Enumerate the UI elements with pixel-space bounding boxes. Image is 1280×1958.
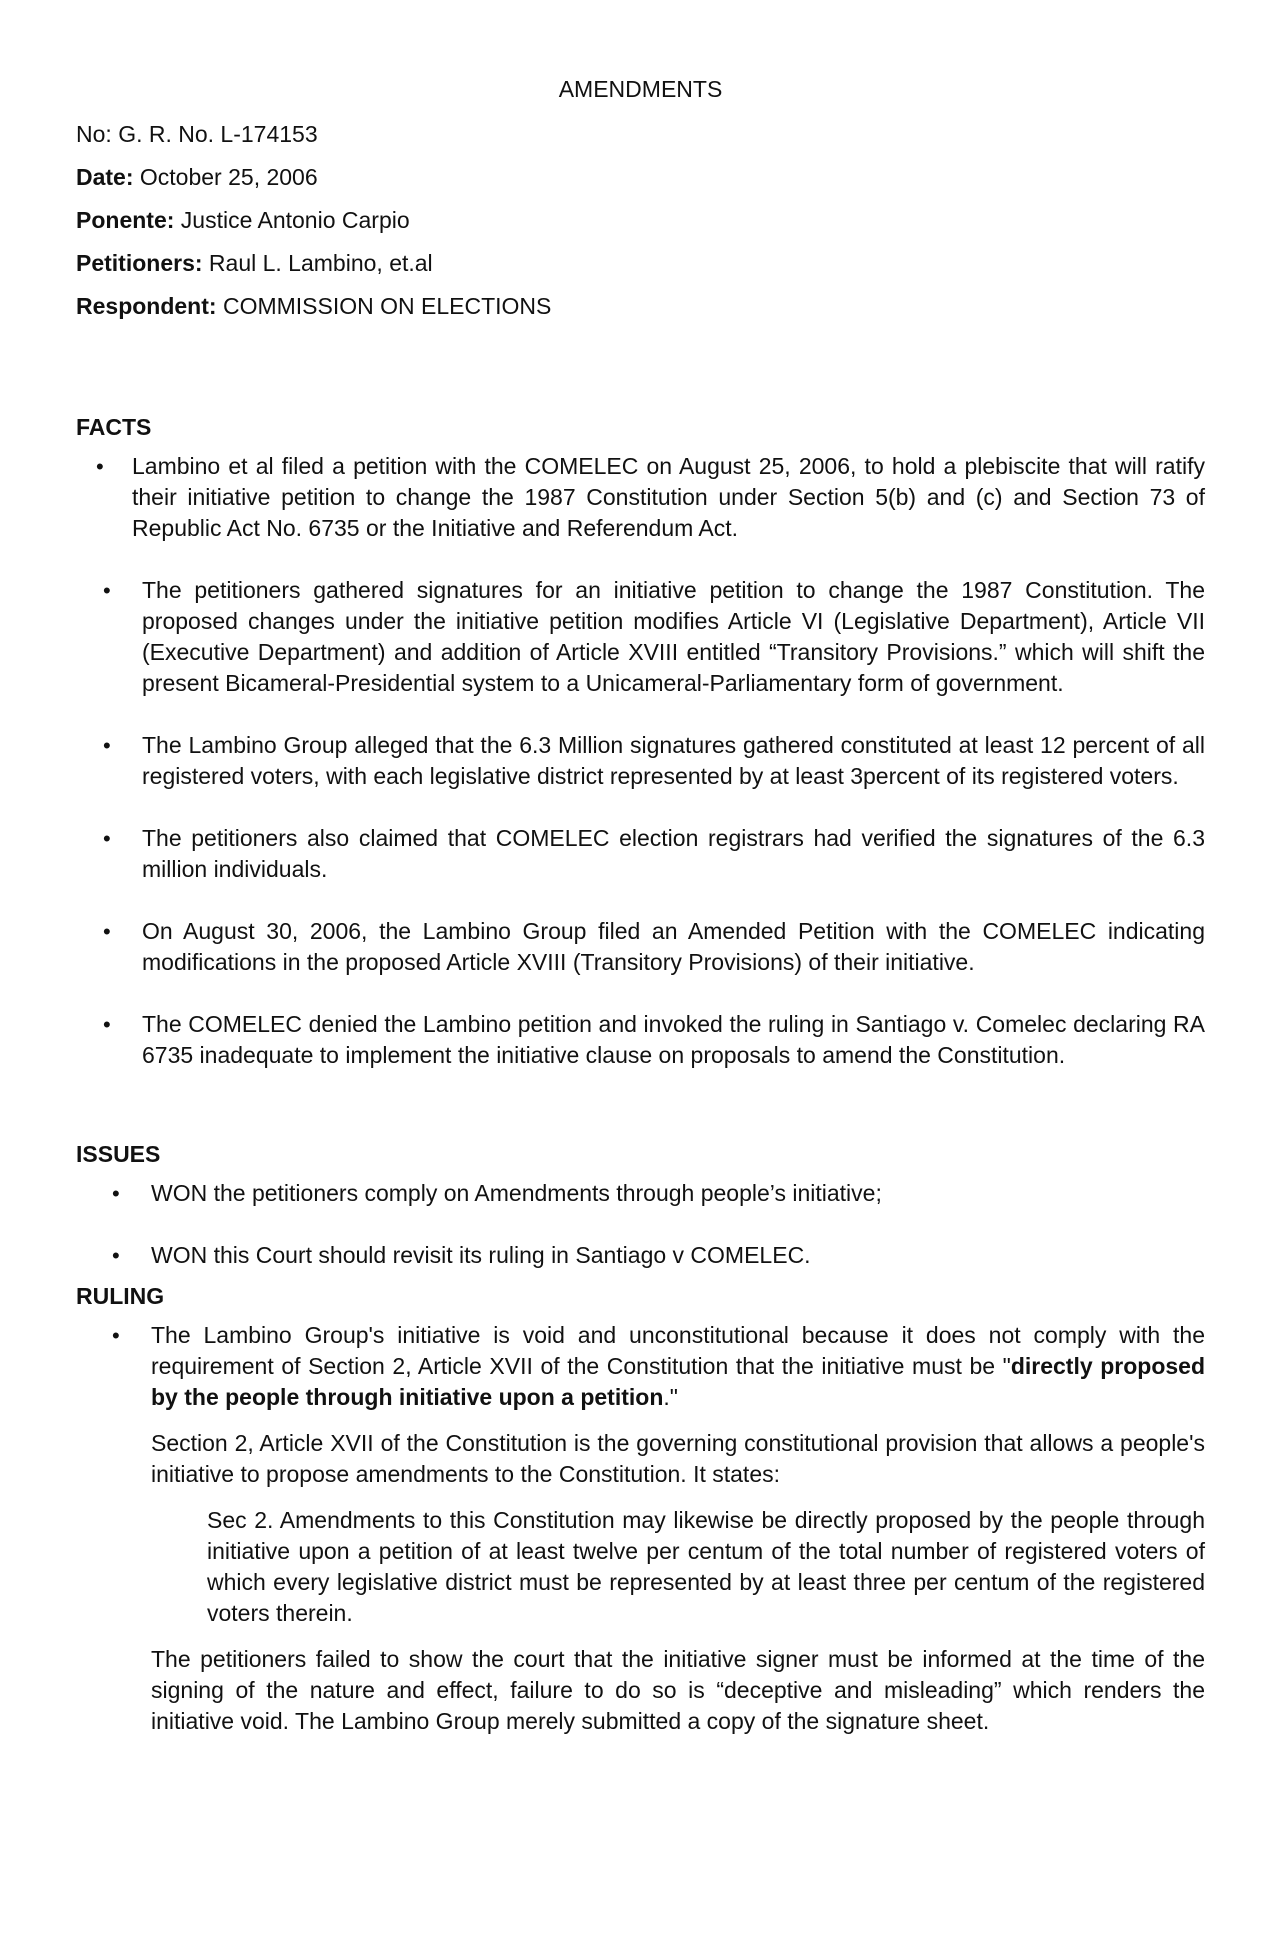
petitioners-value: Raul L. Lambino, et.al xyxy=(208,250,433,276)
bullet-icon: • xyxy=(112,1181,120,1206)
issues-list xyxy=(76,1178,1205,1271)
ruling-list xyxy=(76,1320,1205,1413)
issue-text: WON this Court should revisit its ruling in Santiago v COMELEC. xyxy=(151,1242,811,1268)
ruling-item xyxy=(76,1320,1205,1413)
bullet-icon: • xyxy=(103,1012,111,1037)
fact-item xyxy=(76,823,1205,885)
bullet-icon: • xyxy=(103,578,111,603)
date-line xyxy=(76,162,1205,193)
ruling-emphasis: directly proposed by the people through initiative upon a petition xyxy=(151,1353,1205,1410)
petitioners-label: Petitioners: xyxy=(76,250,203,276)
fact-text: The petitioners gathered signatures for an initiative petition to change the 1987 Constitution. The proposed changes under the initiative petition modifies Article VI (Legislative Department), Article VII (Executive Department) and addition of Article XVIII entitled “Transitory Provisions.” which will shift the present Bicameral-Presidential system to a Unicameral-Parliamentary form of government. xyxy=(142,577,1205,696)
fact-text: The Lambino Group alleged that the 6.3 Million signatures gathered constituted at least 12 percent of all registered voters, with each legislative district represented by at least 3percent of its registered voters. xyxy=(142,732,1205,789)
facts-heading: FACTS xyxy=(76,414,152,440)
case-number-label: No: xyxy=(76,121,112,147)
bullet-icon: • xyxy=(112,1323,120,1348)
facts-list xyxy=(76,451,1205,1071)
respondent-line xyxy=(76,291,1205,322)
bullet-icon: • xyxy=(103,919,111,944)
issues-heading: ISSUES xyxy=(76,1141,161,1167)
fact-item xyxy=(76,575,1205,699)
ruling-heading: RULING xyxy=(76,1283,165,1309)
bullet-icon: • xyxy=(112,1243,120,1268)
bullet-icon: • xyxy=(103,826,111,851)
ruling-paragraph: Section 2, Article XVII of the Constitution is the governing constitutional provision that allows a people's initiative to propose amendments to the Constitution. It states: xyxy=(151,1430,1205,1487)
bullet-icon: • xyxy=(103,733,111,758)
fact-item xyxy=(76,916,1205,978)
fact-text: Lambino et al filed a petition with the COMELEC on August 25, 2006, to hold a plebiscite that will ratify their initiative petition to change the 1987 Constitution under Section 5(b) and (c) and Section 73 of Republic Act No. 6735 or the Initiative and Referendum Act. xyxy=(132,453,1205,541)
ponente-label: Ponente: xyxy=(76,207,175,233)
ponente-line xyxy=(76,205,1205,236)
date-value: October 25, 2006 xyxy=(139,164,318,190)
petitioners-line xyxy=(76,248,1205,279)
document-title: AMENDMENTS xyxy=(558,76,723,102)
fact-text: On August 30, 2006, the Lambino Group filed an Amended Petition with the COMELEC indicating modifications in the proposed Article XVIII (Transitory Provisions) of their initiative. xyxy=(142,918,1205,975)
fact-text: The COMELEC denied the Lambino petition and invoked the ruling in Santiago v. Comelec declaring RA 6735 inadequate to implement the initiative clause on proposals to amend the Constitution. xyxy=(142,1011,1205,1068)
case-number-value: G. R. No. L-174153 xyxy=(118,121,318,147)
fact-text: The petitioners also claimed that COMELEC election registrars had verified the signatures of the 6.3 million individuals. xyxy=(142,825,1205,882)
fact-item xyxy=(76,451,1205,544)
case-number-line xyxy=(76,119,1205,150)
constitution-quote: Sec 2. Amendments to this Constitution may likewise be directly proposed by the people through initiative upon a petition of at least twelve per centum of the total number of registered voters of which every legislative district must be represented by at least three per centum of the registered voters therein. xyxy=(207,1507,1205,1626)
date-label: Date: xyxy=(76,164,134,190)
fact-item xyxy=(76,730,1205,792)
respondent-label: Respondent: xyxy=(76,293,217,319)
respondent-value: COMMISSION ON ELECTIONS xyxy=(222,293,552,319)
ponente-value: Justice Antonio Carpio xyxy=(180,207,410,233)
issue-item xyxy=(76,1178,1205,1209)
fact-item xyxy=(76,1009,1205,1071)
bullet-icon: • xyxy=(96,454,104,479)
issue-item xyxy=(76,1240,1205,1271)
issue-text: WON the petitioners comply on Amendments through people’s initiative; xyxy=(151,1180,882,1206)
ruling-text-end: ." xyxy=(663,1384,678,1410)
ruling-paragraph: The petitioners failed to show the court that the initiative signer must be informed at the time of the signing of the nature and effect, failure to do so is “deceptive and misleading” which renders the initiative void. The Lambino Group merely submitted a copy of the signature sheet. xyxy=(151,1646,1205,1734)
ruling-text: The Lambino Group's initiative is void and unconstitutional because it does not comply with the requirement of Section 2, Article XVII of the Constitution that the initiative must be " xyxy=(151,1322,1205,1379)
